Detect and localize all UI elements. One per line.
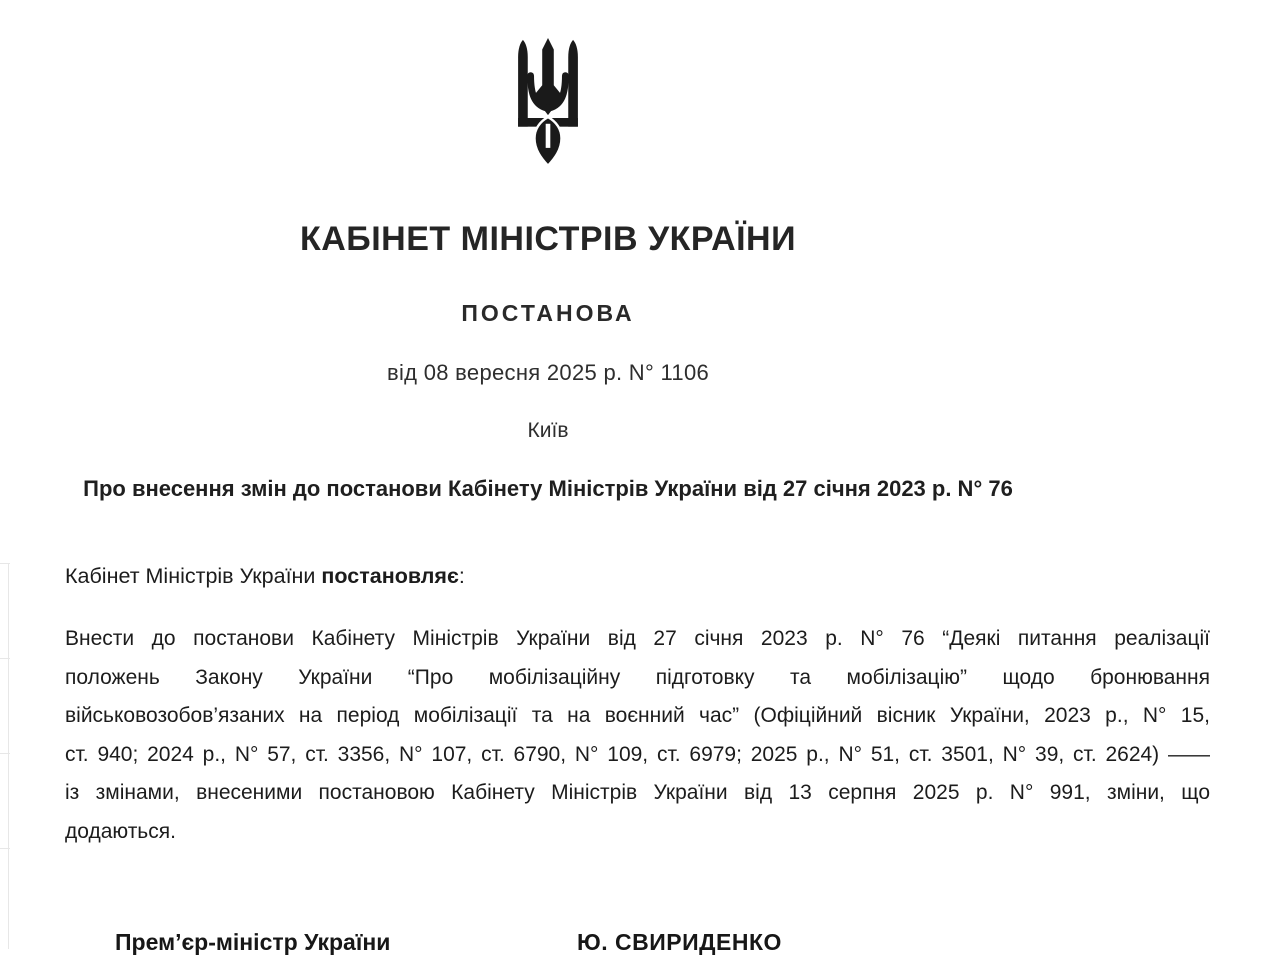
table-edge-tick [0, 563, 10, 564]
signatory-title: Прем’єр-міністр України [115, 929, 391, 955]
paragraph-line: Внести до постанови Кабінету Міністрів України від 27 січня 2023 р. N° 76 “Деякі питання реалізації [65, 627, 1210, 650]
document-body [65, 0, 1210, 961]
paragraph-line: ст. 940; 2024 р., N° 57, ст. 3356, N° 107, ст. 6790, N° 109, ст. 6979; 2025 р., N° 51, ст. 3501, N° 39, ст. 2624) —— [65, 742, 1210, 766]
document-city: Київ [527, 419, 569, 442]
organization-title: КАБІНЕТ МІНІСТРІВ УКРАЇНИ [299, 220, 797, 258]
document-date: від 08 вересня 2025 р. N° 1106 [386, 360, 710, 385]
intro-prefix: Кабінет Міністрів України [65, 564, 322, 588]
document-type-label: ПОСТАНОВА [461, 300, 635, 326]
table-edge-vertical-line [8, 563, 9, 949]
table-edge-tick [0, 658, 10, 659]
table-edge-tick [0, 753, 10, 754]
paragraph-line: додаються. [65, 819, 176, 843]
intro-colon: : [458, 564, 465, 588]
signatory-name: Ю. СВИРИДЕНКО [577, 929, 782, 955]
paragraph-line: із змінами, внесеними постановою Кабінету Міністрів України від 13 серпня 2025 р. N° 991, зміни, що [65, 781, 1210, 804]
main-paragraph [65, 620, 1210, 851]
intro-line [65, 562, 1210, 590]
intro-bold-word: постановляє [321, 564, 459, 588]
paragraph-line: військовозобов’язаних на період мобілізації та на воєнний час” (Офіційний вісник України, 2023 р., N° 15, [65, 704, 1210, 727]
table-edge-tick [0, 848, 10, 849]
document-subject: Про внесення змін до постанови Кабінету Міністрів України від 27 січня 2023 р. N° 76 [83, 476, 1013, 501]
signature-row [65, 929, 1210, 961]
paragraph-line: положень Закону України “Про мобілізаційну підготовку та мобілізацію” щодо бронювання [65, 665, 1210, 689]
